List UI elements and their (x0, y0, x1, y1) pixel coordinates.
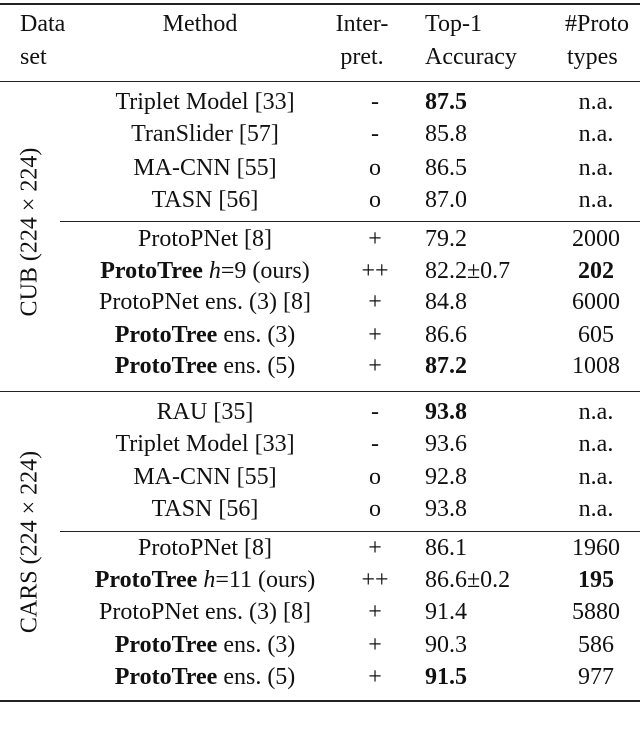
accuracy-cell: 87.5 (425, 89, 467, 115)
accuracy-cell: 86.6 (425, 322, 467, 348)
prototypes-cell: 2000 (572, 226, 620, 252)
method-text: h (203, 567, 216, 593)
interpretability-cell: + (368, 632, 382, 658)
prototypes-cell: 977 (578, 664, 614, 690)
accuracy-cell: 87.2 (425, 353, 467, 379)
dataset-label-cub: CUB (224 × 224) (16, 147, 43, 317)
header-method: Method (162, 11, 238, 37)
accuracy-cell: 93.6 (425, 431, 467, 457)
prototypes-cell: 605 (578, 322, 614, 348)
method-text: TranSlider [57] (131, 121, 279, 147)
header-interp-1: Inter- (335, 11, 389, 37)
header-prototypes-2: types (567, 44, 618, 70)
method-cell (99, 288, 311, 316)
accuracy-cell: 86.6±0.2 (425, 567, 511, 593)
method-text: h (208, 258, 221, 284)
interpretability-cell: - (371, 89, 379, 115)
accuracy-cell: 87.0 (425, 187, 467, 213)
prototypes-cell: n.a. (578, 155, 614, 181)
prototypes-cell: 5880 (572, 599, 620, 625)
accuracy-cell: 86.1 (425, 535, 467, 561)
accuracy-cell: 91.5 (425, 664, 467, 690)
prototypes-cell: 586 (578, 632, 614, 658)
interpretability-cell: - (371, 399, 379, 425)
cars-mid-rule (60, 531, 640, 532)
method-text: ProtoPNet ens. (3) [8] (99, 599, 311, 625)
method-text: ens. (3) (217, 632, 296, 658)
accuracy-cell: 85.8 (425, 121, 467, 147)
cub-mid-rule (60, 221, 640, 222)
method-cell (115, 321, 296, 349)
interpretability-cell: + (368, 322, 382, 348)
method-cell (133, 463, 276, 491)
method-name-bold: ProtoTree (114, 322, 218, 348)
prototypes-cell: n.a. (578, 187, 614, 213)
accuracy-cell: 84.8 (425, 289, 467, 315)
prototypes-cell: n.a. (578, 496, 614, 522)
header-dataset-2: set (20, 44, 47, 70)
method-text: Triplet Model [33] (115, 89, 295, 115)
header-prototypes-1: #Proto (565, 11, 630, 37)
interpretability-cell: + (368, 664, 382, 690)
method-text: ens. (3) (217, 322, 296, 348)
method-cell (115, 631, 296, 659)
accuracy-cell: 86.5 (425, 155, 467, 181)
interpretability-cell: ++ (361, 258, 389, 284)
prototypes-cell: 1008 (572, 353, 620, 379)
accuracy-cell: 82.2±0.7 (425, 258, 511, 284)
accuracy-cell: 79.2 (425, 226, 467, 252)
interpretability-cell: o (369, 464, 381, 490)
header-accuracy-2: Accuracy (425, 44, 517, 70)
interpretability-cell: + (368, 535, 382, 561)
header-interp-2: pret. (340, 44, 384, 70)
method-text: ProtoPNet [8] (138, 226, 272, 252)
method-cell (115, 430, 294, 458)
method-name-bold: ProtoTree (114, 632, 218, 658)
method-cell (99, 598, 311, 626)
top-rule (0, 3, 640, 5)
header-dataset-1: Data (20, 11, 66, 37)
prototypes-cell: 6000 (572, 289, 620, 315)
accuracy-cell: 90.3 (425, 632, 467, 658)
method-cell (100, 257, 309, 285)
interpretability-cell: o (369, 187, 381, 213)
method-name-bold: ProtoTree (94, 567, 204, 593)
method-cell (115, 663, 296, 691)
interpretability-cell: + (368, 599, 382, 625)
prototypes-cell: 202 (578, 258, 614, 284)
prototypes-cell: n.a. (578, 89, 614, 115)
interpretability-cell: o (369, 496, 381, 522)
method-cell (138, 225, 272, 253)
prototypes-cell: 195 (578, 567, 614, 593)
interpretability-cell: o (369, 155, 381, 181)
method-text: ens. (5) (217, 664, 296, 690)
interpretability-cell: - (371, 431, 379, 457)
prototypes-cell: n.a. (578, 431, 614, 457)
header-accuracy-1: Top-1 (425, 11, 482, 37)
accuracy-cell: 91.4 (425, 599, 467, 625)
group-rule (0, 391, 640, 392)
accuracy-cell: 92.8 (425, 464, 467, 490)
method-text: MA-CNN [55] (133, 155, 277, 181)
prototypes-cell: 1960 (572, 535, 620, 561)
method-cell (152, 186, 259, 214)
method-text: ProtoPNet ens. (3) [8] (99, 289, 311, 315)
interpretability-cell: - (371, 121, 379, 147)
method-cell (95, 566, 316, 594)
method-name-bold: ProtoTree (114, 664, 218, 690)
method-cell (131, 120, 279, 148)
interpretability-cell: + (368, 353, 382, 379)
prototypes-cell: n.a. (578, 121, 614, 147)
method-text: Triplet Model [33] (115, 431, 295, 457)
method-text: TASN [56] (151, 496, 259, 522)
interpretability-cell: + (368, 226, 382, 252)
prototypes-cell: n.a. (578, 399, 614, 425)
header-rule (0, 81, 640, 82)
method-text: ens. (5) (217, 353, 296, 379)
method-cell (138, 534, 272, 562)
method-name-bold: ProtoTree (114, 353, 218, 379)
method-text: MA-CNN [55] (133, 464, 277, 490)
prototypes-cell: n.a. (578, 464, 614, 490)
interpretability-cell: + (368, 289, 382, 315)
method-cell (133, 154, 276, 182)
accuracy-cell: 93.8 (425, 399, 467, 425)
method-cell (115, 88, 294, 116)
accuracy-cell: 93.8 (425, 496, 467, 522)
method-name-bold: ProtoTree (100, 258, 209, 284)
method-text: =11 (ours) (215, 567, 316, 593)
method-cell (152, 495, 259, 523)
method-text: =9 (ours) (220, 258, 310, 284)
bottom-rule (0, 700, 640, 702)
method-cell (115, 352, 296, 380)
method-text: TASN [56] (151, 187, 259, 213)
dataset-label-cars: CARS (224 × 224) (16, 450, 43, 634)
method-text: RAU [35] (156, 399, 254, 425)
method-cell (157, 398, 254, 426)
interpretability-cell: ++ (361, 567, 389, 593)
method-text: ProtoPNet [8] (138, 535, 272, 561)
